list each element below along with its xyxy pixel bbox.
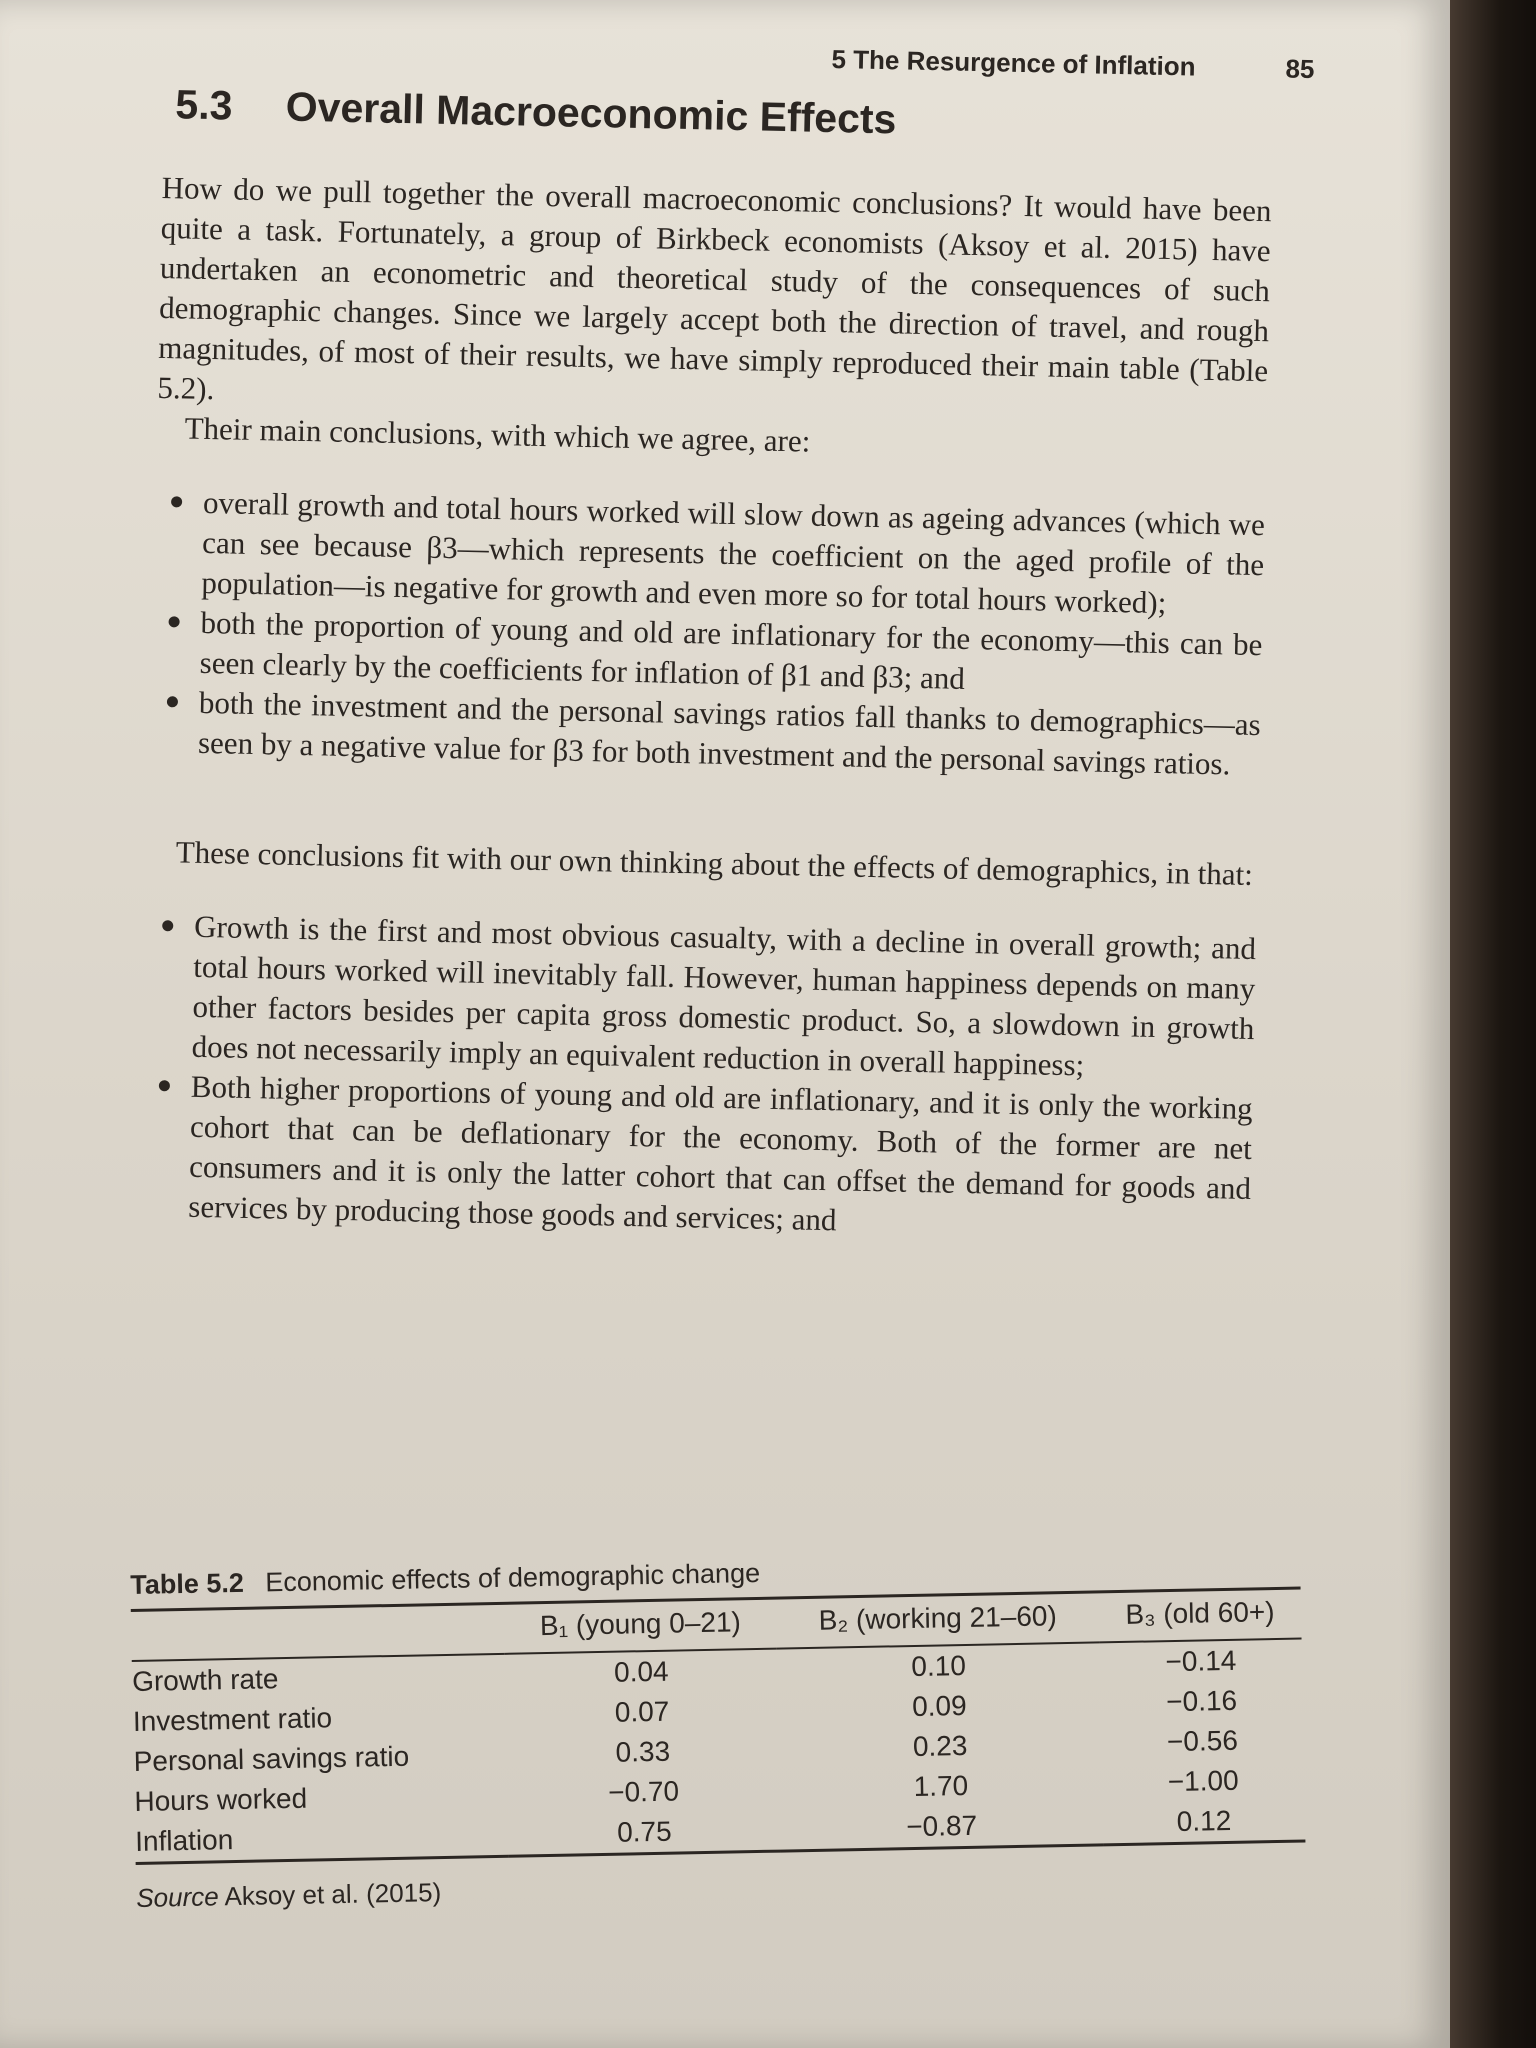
table-cell: −0.70: [607, 1775, 680, 1808]
table-cell: 0.23: [912, 1729, 968, 1762]
table-cell: 0.09: [911, 1689, 967, 1723]
bullet-icon: [162, 920, 173, 931]
bullet-icon: [171, 496, 182, 507]
table-label: Table 5.2: [130, 1567, 245, 1600]
list-item: [165, 906, 1256, 1089]
table-cell: 0.33: [615, 1735, 671, 1768]
row-label: Personal savings ratio: [133, 1740, 410, 1777]
section-heading: [175, 81, 1274, 151]
book-spine: [1446, 0, 1536, 2048]
row-label: Hours worked: [134, 1782, 308, 1817]
table-cell: −0.14: [1165, 1644, 1237, 1678]
table-caption-text: Economic effects of demographic change: [265, 1557, 761, 1598]
list-item-text: both the proportion of young and old are inflationary for the economy—this can be seen clearly by the coefficients for inflation of β1 and β3; and: [199, 604, 1263, 696]
thinking-list: [140, 906, 1256, 1249]
bullet-icon: [167, 696, 178, 707]
table-cell: 0.04: [613, 1655, 669, 1688]
source-label: Source: [136, 1881, 219, 1913]
paragraph-intro: How do we pull together the overall macroeconomic conclusions? It would have been quite a task. Fortunately, a group of Birkbeck economists (Aksoy et al. 2015) have undertaken an econometric and theoretical study of the consequences of such demographic changes. Since we largely accept both the direction of travel, and rough magnitudes, of most of their results, we have simply reproduced their main table (Table 5.2).: [157, 169, 1272, 407]
table-source: [136, 1860, 1306, 1913]
row-label: Inflation: [135, 1815, 509, 1864]
bullet-icon: [159, 1080, 170, 1091]
table-cell: −0.16: [1165, 1684, 1238, 1718]
table-cell: 0.12: [1103, 1799, 1306, 1844]
column-header: B₂ (working 21–60): [776, 1593, 1099, 1648]
list-item-text: overall growth and total hours worked will slow down as ageing advances (which we can see because β3—which represents the coefficient on the aged profile of the population—is negative for growth and even more so for total hours worked);: [201, 484, 1266, 621]
list-item: [162, 1066, 1253, 1249]
column-header: B₃ (old 60+): [1099, 1590, 1302, 1643]
page-number: 85: [1285, 53, 1315, 85]
table-cell: 0.07: [614, 1695, 670, 1728]
table-cell: 0.10: [911, 1649, 967, 1683]
table-cell: 1.70: [913, 1769, 969, 1802]
bullet-icon: [168, 616, 179, 627]
section-title: Overall Macroeconomic Effects: [285, 83, 897, 143]
running-head-chapter: 5 The Resurgence of Inflation: [831, 43, 1196, 82]
paragraph-conclusions-lead: Their main conclusions, with which we agree, are:: [184, 410, 811, 459]
list-item-text: Growth is the first and most obvious casualty, with a decline in overall growth; and total hours worked will inevitably fall. However, human happiness depends on many other factors besides per capita gross domestic product. So, a slowdown in growth does not necessarily imply an equivalent reduction in overall happiness;: [191, 908, 1257, 1083]
table-5-2: [130, 1548, 1306, 1914]
table-cell: −1.00: [1167, 1764, 1239, 1798]
table-cell: 0.75: [508, 1810, 781, 1857]
paragraph-thinking: These conclusions fit with our own thinking about the effects of demographics, in that:: [175, 834, 1254, 892]
section-number: 5.3: [174, 81, 233, 129]
list-item-text: both the investment and the personal savings ratios fall thanks to demographics—as seen by a negative value for β3 for both investment and the personal savings ratios.: [197, 684, 1262, 782]
table-cell: −0.87: [780, 1803, 1103, 1851]
source-text: Aksoy et al. (2015): [224, 1877, 442, 1912]
row-label: Growth rate: [131, 1663, 279, 1697]
conclusions-list: [150, 482, 1266, 785]
column-header: B₁ (young 0–21): [504, 1600, 777, 1654]
column-header: [131, 1605, 505, 1661]
data-table: [131, 1590, 1306, 1865]
row-label: Investment ratio: [132, 1702, 333, 1737]
table-cell: −0.56: [1166, 1724, 1239, 1758]
list-item-text: Both higher proportions of young and old are inflationary, and it is only the working cohort that can be deflationary for the economy. Both of the former are net consumers and it is only the latter cohort that can offset the demand for goods and services by producing those goods and services; and: [188, 1068, 1254, 1238]
list-item: [175, 482, 1265, 625]
page-content: [140, 30, 1315, 1249]
running-head: [164, 30, 1314, 85]
